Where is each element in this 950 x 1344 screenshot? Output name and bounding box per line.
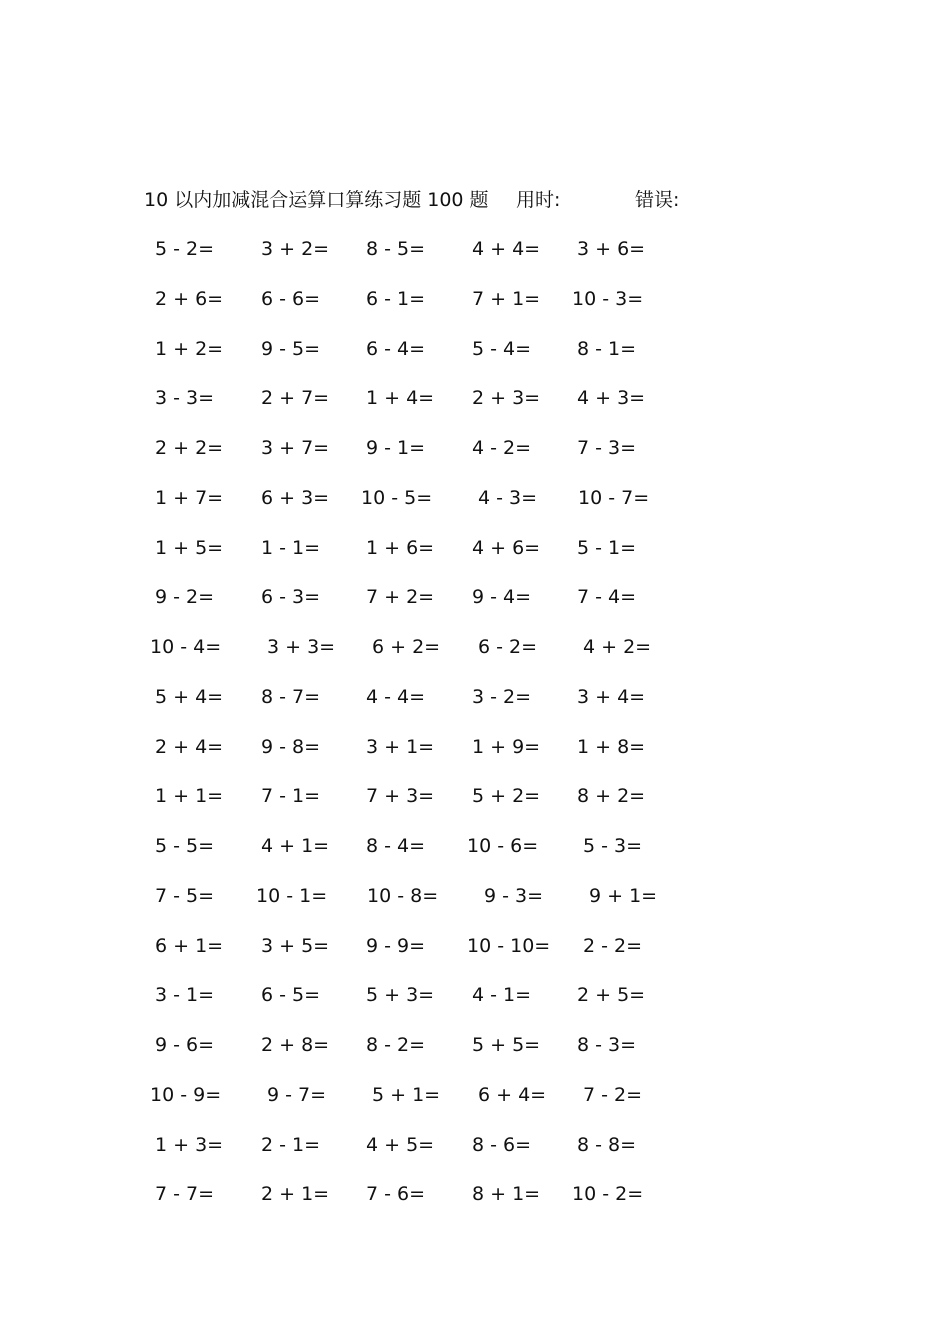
- problem-item: 6 + 4=: [478, 1083, 547, 1106]
- problem-item: 9 - 8=: [261, 735, 321, 758]
- problem-row: [148, 582, 688, 632]
- problem-item: 1 + 6=: [366, 536, 435, 559]
- problem-row: [148, 433, 688, 483]
- problem-item: 6 + 2=: [372, 636, 441, 658]
- errors-label: 错误:: [635, 189, 680, 211]
- problem-item: 1 + 5=: [155, 536, 224, 559]
- problem-item: 3 + 1=: [366, 735, 435, 758]
- problem-item: 3 + 5=: [261, 934, 330, 957]
- problem-row: [148, 383, 688, 433]
- problem-item: 10 - 4=: [150, 636, 222, 658]
- problem-item: 5 - 2=: [155, 238, 215, 260]
- problem-item: 2 + 7=: [261, 387, 330, 410]
- problem-item: 3 + 4=: [577, 685, 646, 708]
- problem-item: 8 - 6=: [472, 1133, 532, 1156]
- problem-row: [148, 284, 688, 334]
- problem-item: 9 - 2=: [155, 586, 215, 609]
- problem-item: 9 - 9=: [366, 934, 426, 957]
- problem-item: 2 - 2=: [583, 934, 643, 957]
- problem-item: 2 + 3=: [472, 387, 541, 410]
- problem-item: 7 + 2=: [366, 586, 435, 609]
- problem-item: 5 + 1=: [372, 1083, 441, 1106]
- problem-item: 10 - 10=: [467, 934, 551, 957]
- problem-item: 6 - 6=: [261, 287, 321, 310]
- problem-item: 7 - 6=: [366, 1183, 426, 1206]
- page-title: 10 以内加减混合运算口算练习题 100 题: [144, 189, 489, 211]
- problem-item: 10 - 6=: [467, 835, 539, 857]
- problem-item: 7 - 5=: [155, 884, 215, 907]
- problem-item: 1 + 7=: [155, 486, 224, 509]
- problem-item: 3 + 6=: [577, 238, 646, 260]
- problem-item: 3 + 3=: [267, 636, 336, 658]
- worksheet-header: [144, 186, 764, 214]
- problem-item: 4 - 2=: [472, 437, 532, 459]
- problem-item: 6 - 4=: [366, 337, 426, 360]
- problem-item: 9 + 1=: [589, 884, 658, 907]
- problem-item: 3 - 1=: [155, 984, 215, 1007]
- problem-item: 8 - 5=: [366, 238, 426, 260]
- problem-item: 5 + 4=: [155, 685, 224, 708]
- problem-item: 4 - 3=: [478, 486, 538, 509]
- problem-item: 9 - 4=: [472, 586, 532, 609]
- problem-item: 10 - 3=: [572, 287, 644, 310]
- problem-row: [148, 682, 688, 732]
- problem-item: 7 - 1=: [261, 785, 321, 808]
- problem-item: 5 + 3=: [366, 984, 435, 1007]
- problem-row: [148, 781, 688, 831]
- problem-item: 3 + 2=: [261, 238, 330, 260]
- problem-item: 7 - 7=: [155, 1183, 215, 1206]
- problem-item: 8 - 1=: [577, 337, 637, 360]
- problem-item: 3 + 7=: [261, 437, 330, 459]
- problem-item: 4 - 1=: [472, 984, 532, 1007]
- problem-item: 3 - 3=: [155, 387, 215, 410]
- problem-item: 9 - 7=: [267, 1083, 327, 1106]
- problem-item: 6 + 1=: [155, 934, 224, 957]
- problem-item: 9 - 1=: [366, 437, 426, 459]
- problem-row: [148, 632, 688, 682]
- problem-item: 8 - 8=: [577, 1133, 637, 1156]
- problem-item: 4 + 5=: [366, 1133, 435, 1156]
- problem-item: 5 - 1=: [577, 536, 637, 559]
- problem-row: [148, 533, 688, 583]
- problem-item: 2 + 6=: [155, 287, 224, 310]
- problem-item: 7 + 3=: [366, 785, 435, 808]
- problem-item: 1 + 2=: [155, 337, 224, 360]
- problem-item: 4 + 3=: [577, 387, 646, 410]
- problem-item: 8 - 4=: [366, 835, 426, 857]
- problem-item: 4 + 6=: [472, 536, 541, 559]
- problem-row: [148, 1179, 688, 1229]
- problem-item: 4 + 1=: [261, 835, 330, 857]
- problem-item: 10 - 5=: [361, 486, 433, 509]
- problem-item: 7 + 1=: [472, 287, 541, 310]
- problem-item: 5 - 5=: [155, 835, 215, 857]
- problem-item: 6 - 2=: [478, 636, 538, 658]
- problem-item: 6 - 3=: [261, 586, 321, 609]
- problem-item: 1 + 4=: [366, 387, 435, 410]
- problem-item: 8 + 2=: [577, 785, 646, 808]
- problem-row: [148, 831, 688, 881]
- problem-item: 10 - 8=: [367, 884, 439, 907]
- problem-item: 1 - 1=: [261, 536, 321, 559]
- problem-item: 5 + 2=: [472, 785, 541, 808]
- problem-grid: [148, 234, 688, 1229]
- problem-row: [148, 234, 688, 284]
- problem-item: 5 + 5=: [472, 1034, 541, 1056]
- problem-row: [148, 980, 688, 1030]
- problem-item: 1 + 9=: [472, 735, 541, 758]
- problem-item: 6 + 3=: [261, 486, 330, 509]
- problem-item: 8 - 2=: [366, 1034, 426, 1056]
- problem-item: 8 - 7=: [261, 685, 321, 708]
- problem-item: 2 + 8=: [261, 1034, 330, 1056]
- problem-row: [148, 483, 688, 533]
- problem-item: 7 - 3=: [577, 437, 637, 459]
- problem-item: 9 - 6=: [155, 1034, 215, 1056]
- problem-item: 6 - 5=: [261, 984, 321, 1007]
- problem-row: [148, 931, 688, 981]
- problem-item: 8 - 3=: [577, 1034, 637, 1056]
- problem-item: 3 - 2=: [472, 685, 532, 708]
- problem-item: 1 + 8=: [577, 735, 646, 758]
- problem-item: 8 + 1=: [472, 1183, 541, 1206]
- problem-item: 2 + 1=: [261, 1183, 330, 1206]
- problem-row: [148, 1030, 688, 1080]
- problem-item: 2 - 1=: [261, 1133, 321, 1156]
- problem-row: [148, 1080, 688, 1130]
- problem-item: 6 - 1=: [366, 287, 426, 310]
- problem-item: 10 - 2=: [572, 1183, 644, 1206]
- problem-item: 1 + 1=: [155, 785, 224, 808]
- problem-item: 10 - 1=: [256, 884, 328, 907]
- problem-item: 9 - 5=: [261, 337, 321, 360]
- problem-item: 9 - 3=: [484, 884, 544, 907]
- problem-item: 5 - 4=: [472, 337, 532, 360]
- problem-item: 10 - 9=: [150, 1083, 222, 1106]
- problem-item: 10 - 7=: [578, 486, 650, 509]
- problem-item: 7 - 4=: [577, 586, 637, 609]
- problem-row: [148, 881, 688, 931]
- problem-item: 4 - 4=: [366, 685, 426, 708]
- time-label: 用时:: [516, 189, 561, 211]
- problem-item: 2 + 5=: [577, 984, 646, 1007]
- problem-row: [148, 1130, 688, 1180]
- problem-item: 1 + 3=: [155, 1133, 224, 1156]
- problem-item: 2 + 2=: [155, 437, 224, 459]
- problem-item: 4 + 2=: [583, 636, 652, 658]
- problem-item: 4 + 4=: [472, 238, 541, 260]
- problem-item: 2 + 4=: [155, 735, 224, 758]
- problem-row: [148, 732, 688, 782]
- problem-row: [148, 334, 688, 384]
- problem-item: 7 - 2=: [583, 1083, 643, 1106]
- problem-item: 5 - 3=: [583, 835, 643, 857]
